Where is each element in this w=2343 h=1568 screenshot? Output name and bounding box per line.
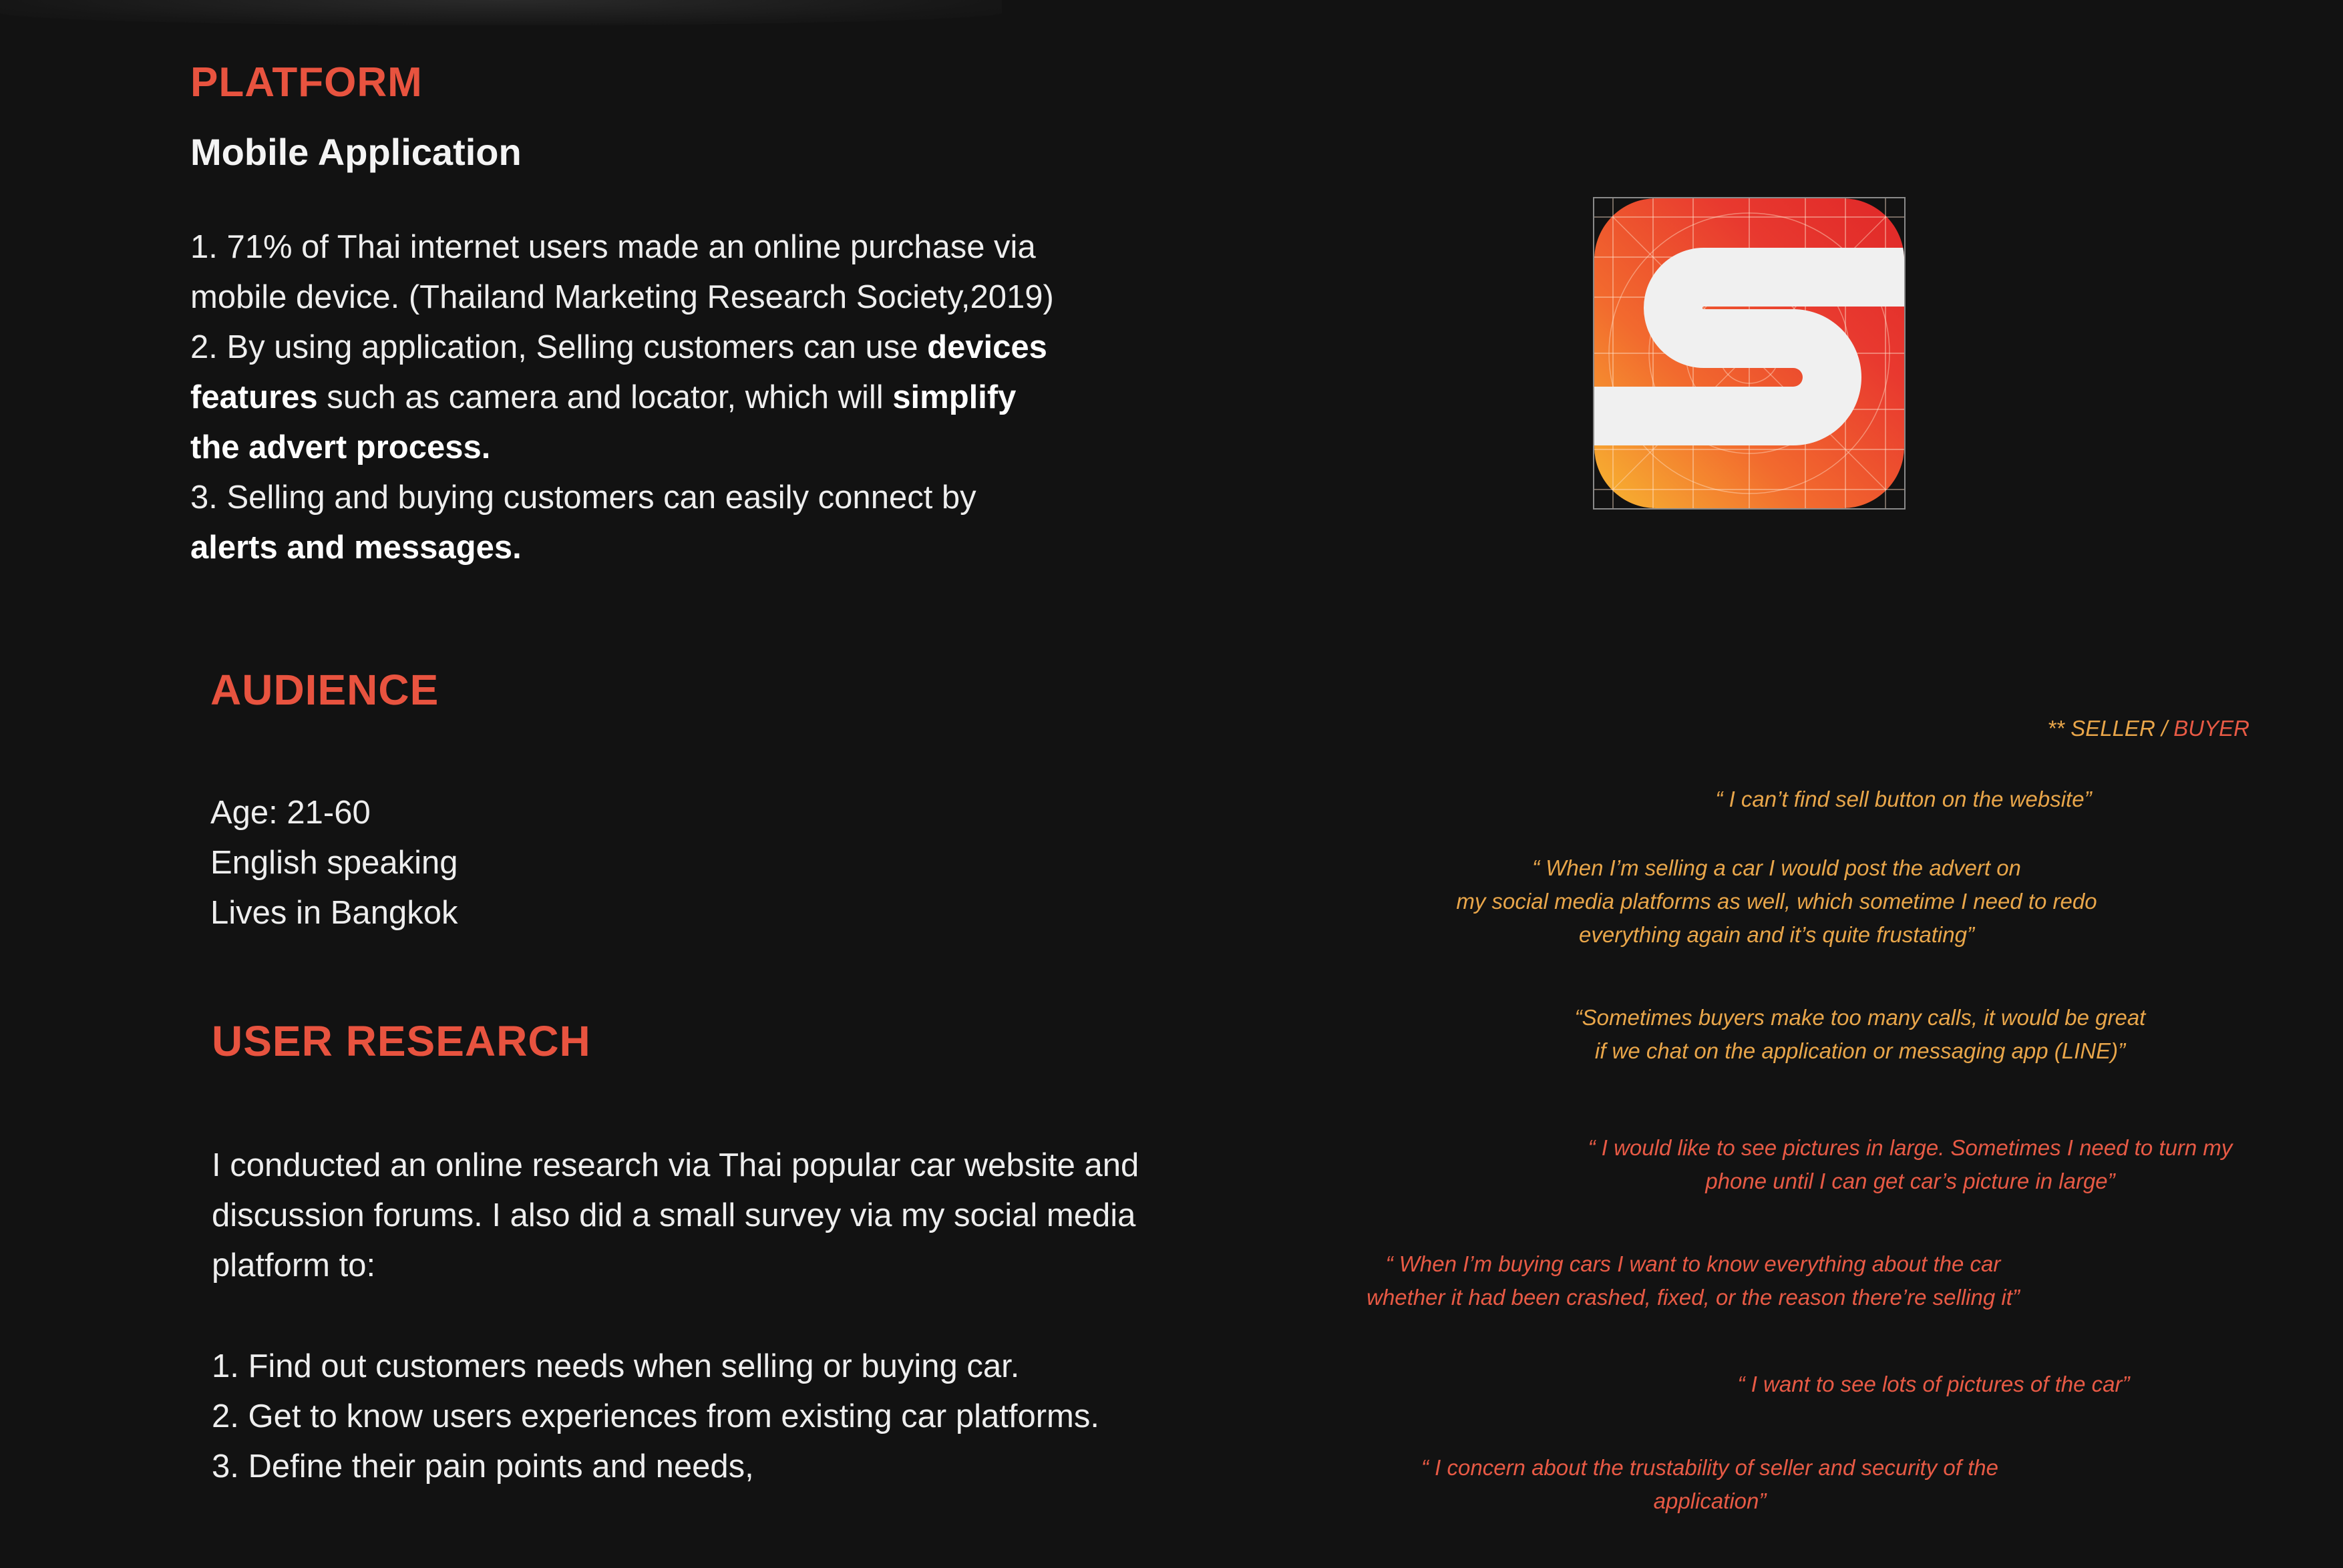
research-intro-line: discussion forums. I also did a small survey via my social media xyxy=(212,1197,1136,1233)
platform-point2-line3 xyxy=(190,423,1054,473)
quote-seller xyxy=(1416,1001,2304,1068)
audience-location: Lives in Bangkok xyxy=(210,895,458,931)
quote-line: whether it had been crashed, fixed, or the reason there’re selling it” xyxy=(1367,1285,2020,1310)
quote-line: everything again and it’s quite frustating” xyxy=(1579,922,1974,947)
quote-legend xyxy=(2047,716,2249,741)
quote-line: application” xyxy=(1653,1489,1767,1513)
quote-line: “ When I’m buying cars I want to know everything about the car xyxy=(1385,1251,2001,1276)
quote-line: “ I can’t find sell button on the website” xyxy=(1715,787,2092,811)
quote-line: “ I would like to see pictures in large. Sometimes I need to turn my xyxy=(1588,1135,2233,1160)
quote-seller xyxy=(1332,851,2221,952)
platform-subheading: Mobile Application xyxy=(190,131,522,173)
emphasis-alerts-messages: alerts and messages. xyxy=(190,530,522,566)
quote-line: phone until I can get car’s picture in large” xyxy=(1705,1169,2115,1193)
audience-heading: AUDIENCE xyxy=(210,666,439,714)
quote-buyer xyxy=(1423,1131,2343,1198)
research-intro-line: I conducted an online research via Thai popular car website and xyxy=(212,1147,1139,1183)
legend-prefix: ** xyxy=(2047,716,2071,741)
research-goal: 2. Get to know users experiences from existing car platforms. xyxy=(212,1398,1099,1434)
emphasis-simplify: simplify xyxy=(892,379,1017,415)
research-goal: 3. Define their pain points and needs, xyxy=(212,1448,754,1485)
platform-point1-line2: mobile device. (Thailand Marketing Research Society,2019) xyxy=(190,279,1054,315)
user-research-goals xyxy=(212,1342,1099,1492)
platform-point2-line2: features such as camera and locator, which will simplify xyxy=(190,379,1017,415)
legend-seller: SELLER / xyxy=(2070,716,2168,741)
audience-language: English speaking xyxy=(210,845,458,881)
platform-point3-line2 xyxy=(190,523,1054,573)
legend-buyer: BUYER xyxy=(2167,716,2249,741)
app-logo-icon xyxy=(1593,197,1906,510)
platform-point3-line1: 3. Selling and buying customers can easily connect by xyxy=(190,479,976,516)
platform-points xyxy=(190,222,1054,573)
platform-point1-line1: 1. 71% of Thai internet users made an online purchase via xyxy=(190,229,1036,265)
quote-line: “ When I’m selling a car I would post the advert on xyxy=(1532,855,2021,880)
quote-line: “ I want to see lots of pictures of the car” xyxy=(1737,1372,2130,1396)
user-research-intro xyxy=(212,1141,1139,1291)
platform-point2-line1: 2. By using application, Selling customers can use devices xyxy=(190,329,1047,365)
quote-seller xyxy=(1459,783,2343,816)
quote-line: my social media platforms as well, which sometime I need to redo xyxy=(1456,889,2097,914)
quote-buyer xyxy=(1249,1247,2137,1314)
audience-age: Age: 21-60 xyxy=(210,795,371,831)
emphasis-devices: devices xyxy=(927,329,1047,365)
user-research-heading: USER RESEARCH xyxy=(212,1017,591,1065)
quote-buyer xyxy=(1489,1368,2343,1401)
emphasis-advert-process: the advert process. xyxy=(190,429,491,465)
top-shadow-decoration xyxy=(0,0,1002,25)
quote-line: “ I concern about the trustability of seller and security of the xyxy=(1421,1455,1998,1480)
audience-list xyxy=(210,788,458,938)
quote-buyer xyxy=(1266,1451,2154,1518)
research-intro-line: platform to: xyxy=(212,1247,376,1284)
emphasis-features: features xyxy=(190,379,318,415)
quote-line: “Sometimes buyers make too many calls, it would be great xyxy=(1574,1005,2146,1030)
platform-heading: PLATFORM xyxy=(190,59,423,106)
quote-line: if we chat on the application or messaging app (LINE)” xyxy=(1594,1038,2126,1063)
research-goal: 1. Find out customers needs when selling or buying car. xyxy=(212,1348,1020,1384)
